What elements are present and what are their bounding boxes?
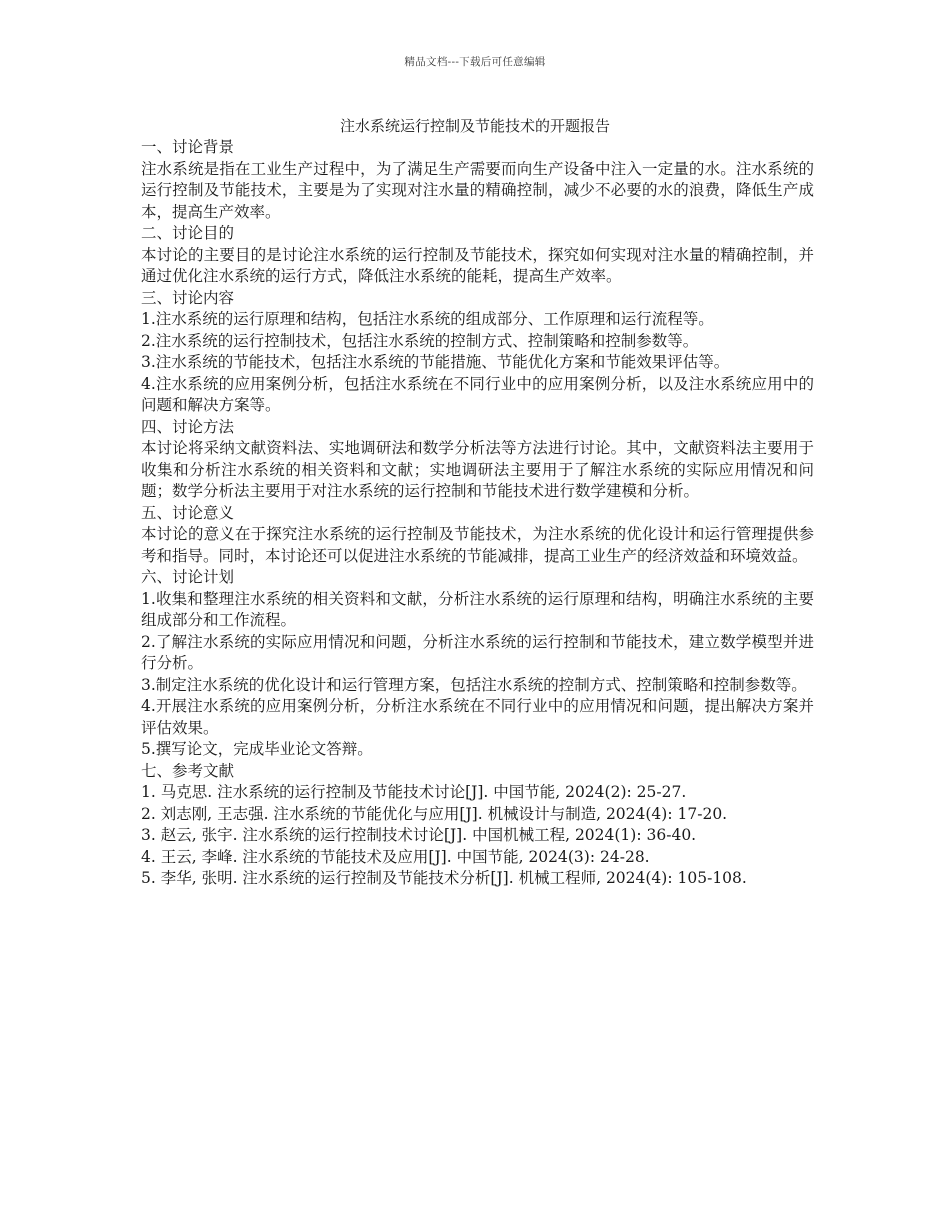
section-heading-background: 一、讨论背景 [141,138,235,156]
reference-item: 2. 刘志刚, 王志强. 注水系统的节能优化与应用[J]. 机械设计与制造, 2024(4): 17-20. [141,804,728,823]
content-item: 1.注水系统的运行原理和结构，包括注水系统的组成部分、工作原理和运行流程等。 [141,310,714,328]
plan-item: 1.收集和整理注水系统的相关资料和文献，分析注水系统的运行原理和结构，明确注水系统的主要组成部分和工作流程。 [141,589,814,629]
document-body [141,137,814,890]
plan-item: 4.开展注水系统的应用案例分析，分析注水系统在不同行业中的应用情况和问题，提出解决方案并评估效果。 [141,697,814,737]
page-watermark: 精品文档---下载后可任意编辑 [404,56,546,68]
document-title: 注水系统运行控制及节能技术的开题报告 [339,117,610,135]
reference-item: 3. 赵云, 张宇. 注水系统的运行控制技术讨论[J]. 中国机械工程, 2024(1): 36-40. [141,826,697,844]
section-heading-method: 四、讨论方法 [141,417,235,436]
content-item: 2.注水系统的运行控制技术，包括注水系统的控制方式、控制策略和控制参数等。 [141,331,699,350]
section-heading-content: 三、讨论内容 [141,288,235,307]
section-heading-plan: 六、讨论计划 [141,568,235,586]
section-text-purpose: 本讨论的主要目的是讨论注水系统的运行控制及节能技术，探究如何实现对注水量的精确控制，并通过优化注水系统的运行方式，降低注水系统的能耗，提高生产效率。 [141,245,814,285]
plan-item: 2.了解注水系统的实际应用情况和问题，分析注水系统的运行控制和节能技术，建立数学模型并进行分析。 [141,632,814,672]
reference-item: 5. 李华, 张明. 注水系统的运行控制及节能技术分析[J]. 机械工程师, 2024(4): 105-108. [141,869,747,887]
section-text-background: 注水系统是指在工业生产过程中，为了满足生产需要而向生产设备中注入一定量的水。注水系统的运行控制及节能技术，主要是为了实现对注水量的精确控制，减少不必要的水的浪费，降低生产成本，提高生产效率。 [141,159,814,221]
reference-item: 4. 王云, 李峰. 注水系统的节能技术及应用[J]. 中国节能, 2024(3): 24-28. [141,847,650,866]
content-item: 3.注水系统的节能技术，包括注水系统的节能措施、节能优化方案和节能效果评估等。 [141,353,730,371]
content-item: 4.注水系统的应用案例分析，包括注水系统在不同行业中的应用案例分析，以及注水系统应用中的问题和解决方案等。 [141,374,814,414]
section-text-significance: 本讨论的意义在于探究注水系统的运行控制及节能技术，为注水系统的优化设计和运行管理提供参考和指导。同时，本讨论还可以促进注水系统的节能减排，提高工业生产的经济效益和环境效益。 [141,525,814,565]
section-heading-purpose: 二、讨论目的 [141,224,235,242]
section-heading-references: 七、参考文献 [141,761,235,780]
section-heading-significance: 五、讨论意义 [141,503,235,522]
section-text-method: 本讨论将采纳文献资料法、实地调研法和数学分析法等方法进行讨论。其中，文献资料法主要用于收集和分析注水系统的相关资料和文献；实地调研法主要用于了解注水系统的实际应用情况和问题；数学分析法主要用于对注水系统的运行控制和节能技术进行数学建模和分析。 [141,439,814,500]
plan-item: 3.制定注水系统的优化设计和运行管理方案，包括注水系统的控制方式、控制策略和控制参数等。 [141,675,807,694]
reference-item: 1. 马克思. 注水系统的运行控制及节能技术讨论[J]. 中国节能, 2024(2): 25-27. [141,783,687,801]
plan-item: 5.撰写论文，完成毕业论文答辩。 [141,740,373,758]
